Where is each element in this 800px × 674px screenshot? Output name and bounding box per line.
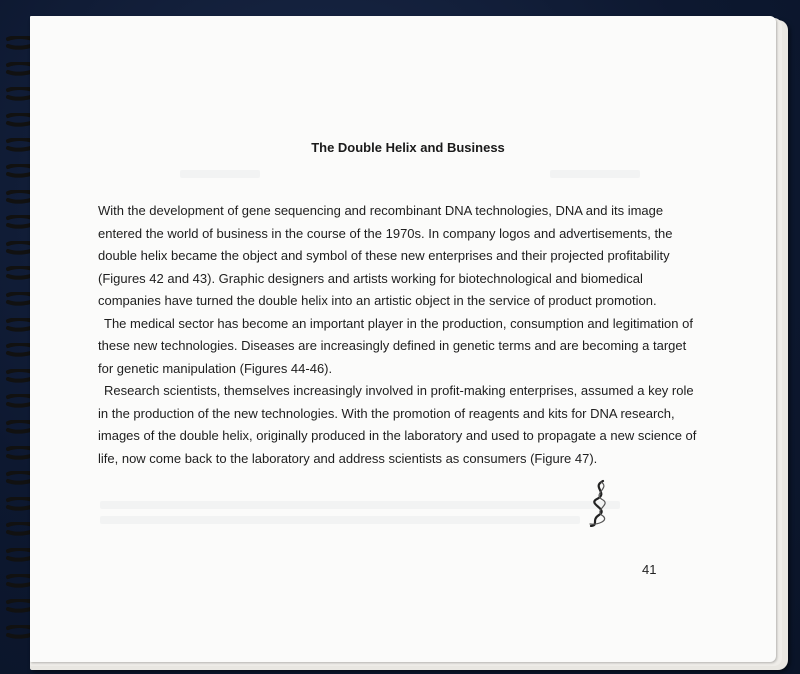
paragraph-1: With the development of gene sequencing and recombinant DNA technologies, DNA and its image entered the world of business in the course of the 1970s. In company logos and advertisements, the double helix became the object and symbol of these new enterprises and their projected profitability (Figures 42 and 43). Graphic designers and artists working for biotechnological and biomedical companies have turned the double helix into an artistic object in the service of product promotion. bbox=[98, 203, 673, 308]
page-number: 41 bbox=[642, 562, 657, 577]
double-helix-icon bbox=[587, 479, 613, 527]
body-text bbox=[98, 200, 698, 470]
paragraph-3: Research scientists, themselves increasingly involved in profit-making enterprises, assumed a key role in the production of the new technologies. With the promotion of reagents and kits for DNA research, images of the double helix, originally produced in the laboratory and used to propagate a new science of life, now come back to the laboratory and address scientists as consumers (Figure 47). bbox=[98, 383, 697, 466]
document-page bbox=[30, 16, 776, 662]
paragraph-2: The medical sector has become an important player in the production, consumption and legitimation of these new technologies. Diseases are increasingly defined in genetic terms and are becoming a target for genetic manipulation (Figures 44-46). bbox=[98, 315, 693, 376]
page-title: The Double Helix and Business bbox=[311, 140, 505, 155]
